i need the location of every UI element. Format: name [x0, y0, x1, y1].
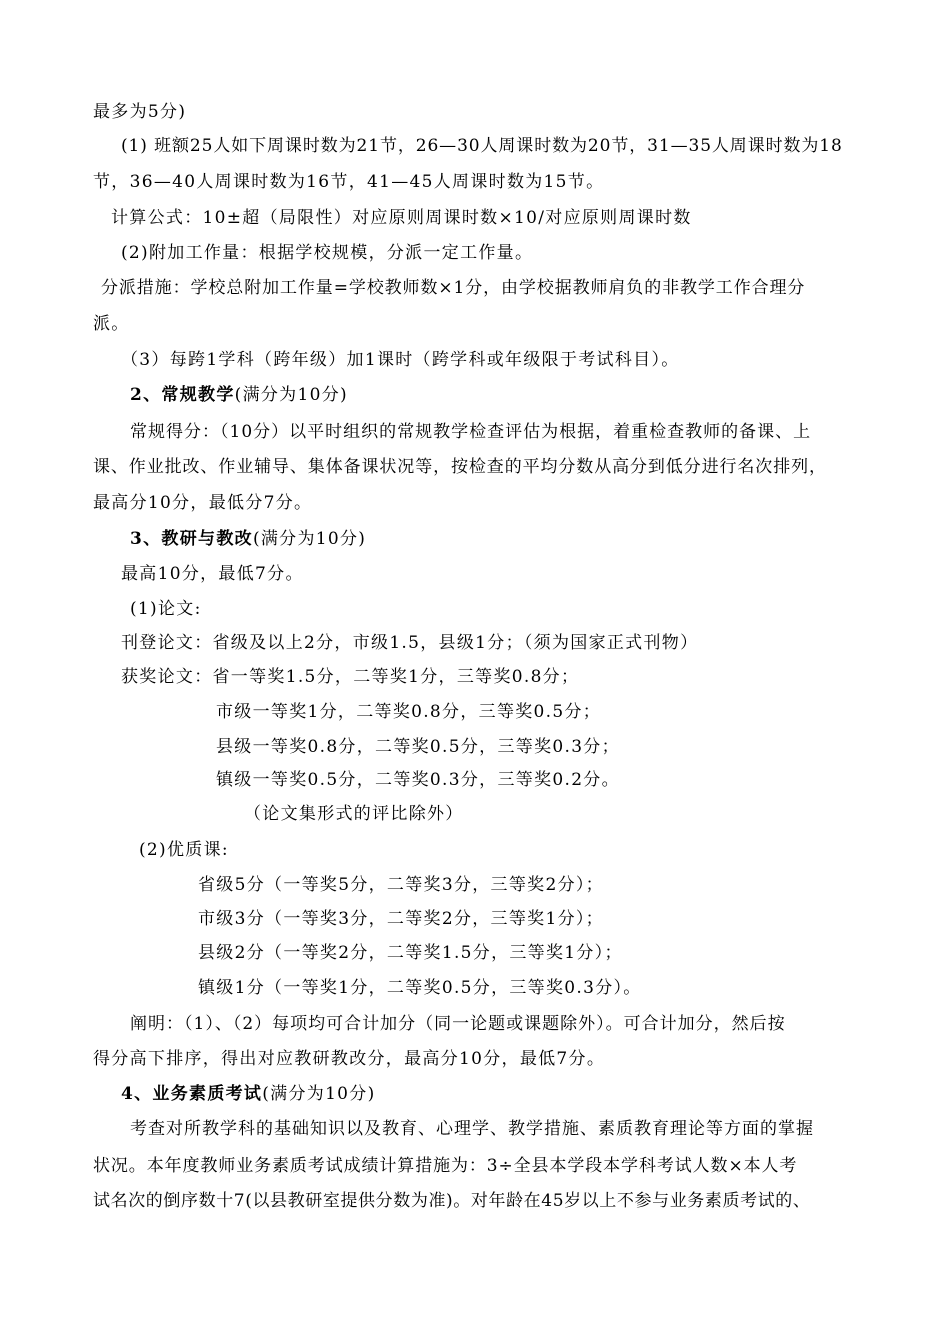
- text-line: 状况。本年度教师业务素质考试成绩计算措施为：3÷全县本学段本学科考试人数×本人考: [93, 1156, 798, 1176]
- text-line: (2)优质课:: [139, 840, 229, 860]
- section-heading: [130, 527, 366, 551]
- text-line: 省级5分（一等奖5分，二等奖3分，三等奖2分）；: [198, 875, 604, 895]
- text-line: (2)附加工作量：根据学校规模，分派一定工作量。: [121, 243, 534, 263]
- text-line: 市级一等奖1分，二等奖0.8分，三等奖0.5分；: [216, 702, 602, 722]
- text-line: (1)论文:: [130, 599, 202, 619]
- section-heading: [121, 1082, 376, 1106]
- text-line: （3）每跨1学科（跨年级）加1课时（跨学科或年级限于考试科目）。: [121, 350, 680, 370]
- text-line: 最高分10分，最低分7分。: [93, 493, 313, 513]
- section-heading-title: 2、常规教学: [130, 385, 235, 405]
- text-line: 课、作业批改、作业辅导、集体备课状况等，按检查的平均分数从高分到低分进行名次排列，: [93, 457, 827, 477]
- section-heading-title: 4、业务素质考试: [121, 1084, 263, 1104]
- text-line: 分派措施：学校总附加工作量=学校教师数×1分，由学校据教师肩负的非教学工作合理分: [101, 278, 806, 298]
- text-line: 最多为5分): [93, 102, 187, 122]
- section-heading-score: (满分为10分): [262, 1084, 376, 1104]
- text-line: 刊登论文：省级及以上2分，市级1.5，县级1分；（须为国家正式刊物）: [121, 633, 699, 653]
- text-line: 派。: [93, 314, 130, 334]
- text-line: 市级3分（一等奖3分，二等奖2分，三等奖1分）；: [198, 909, 604, 929]
- text-line: 计算公式：10±超（局限性）对应原则周课时数×10/对应原则周课时数: [111, 208, 692, 228]
- text-line: （论文集形式的评比除外）: [244, 804, 464, 824]
- section-heading-score: (满分为10分): [252, 529, 367, 549]
- text-line: 阐明：（1）、（2）每项均可合计加分（同一论题或课题除外）。可合计加分，然后按: [130, 1014, 786, 1034]
- section-heading-score: (满分为10分): [234, 385, 348, 405]
- text-line: 节，36—40人周课时数为16节，41—45人周课时数为15节。: [93, 172, 605, 192]
- text-line: (1) 班额25人如下周课时数为21节，26—30人周课时数为20节，31—35人周课时数为18: [121, 136, 843, 156]
- text-line: 试名次的倒序数十7(以县教研室提供分数为准)。对年龄在45岁以上不参与业务素质考试的、: [93, 1191, 811, 1211]
- text-line: 考查对所教学科的基础知识以及教育、心理学、教学措施、素质教育理论等方面的掌握: [130, 1119, 814, 1139]
- text-line: 镇级一等奖0.5分，二等奖0.3分，三等奖0.2分。: [216, 770, 620, 790]
- text-line: 县级2分（一等奖2分，二等奖1.5分，三等奖1分）；: [198, 943, 623, 963]
- text-line: 常规得分：（10分）以平时组织的常规教学检查评估为根据，着重检查教师的备课、上: [130, 422, 812, 442]
- text-line: 获奖论文：省一等奖1.5分，二等奖1分，三等奖0.8分；: [121, 667, 580, 687]
- section-heading-title: 3、教研与教改: [130, 529, 253, 549]
- section-heading: [130, 383, 348, 407]
- text-line: 县级一等奖0.8分，二等奖0.5分，三等奖0.3分；: [216, 737, 620, 757]
- text-line: 镇级1分（一等奖1分，二等奖0.5分，三等奖0.3分）。: [198, 978, 642, 998]
- text-line: 最高10分，最低7分。: [121, 564, 304, 584]
- text-line: 得分高下排序，得出对应教研教改分，最高分10分，最低7分。: [93, 1049, 606, 1069]
